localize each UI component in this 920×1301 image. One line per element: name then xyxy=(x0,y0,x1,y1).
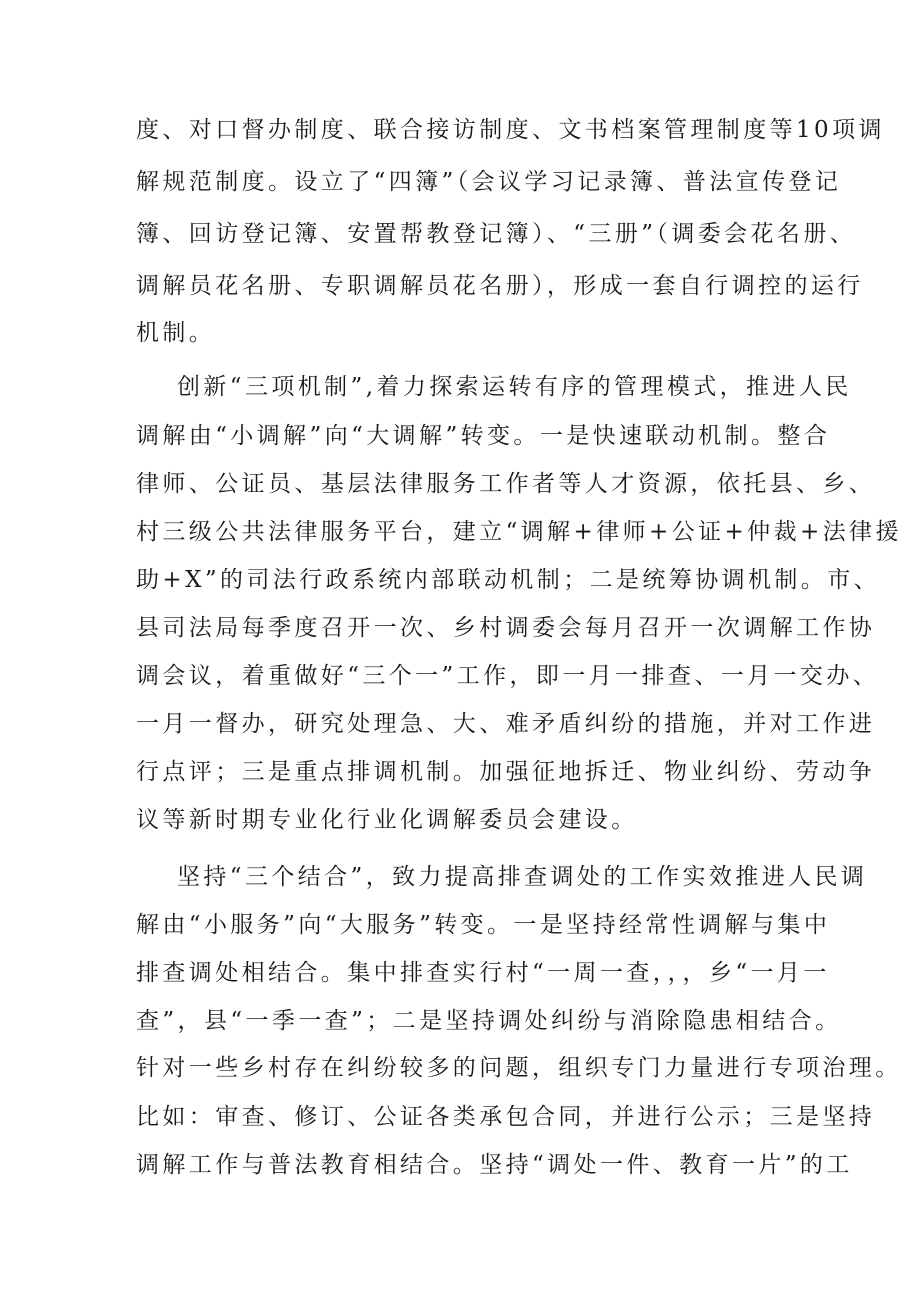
paragraph-2-line-2: 调解由“小调解”向“大调解”转变。一是快速联动机制。整合 xyxy=(136,423,831,449)
paragraph-1-line-5: 机制。 xyxy=(136,320,216,346)
paragraph-3-line-3: 排查调处相结合。集中排查实行村“一周一查，，，乡“一月一 xyxy=(136,960,830,986)
paragraph-1-line-1: 度、对口督办制度、联合接访制度、文书档案管理制度等10项调 xyxy=(136,117,885,143)
paragraph-3-line-4: 查”，县“一季一查”；二是坚持调处纠纷与消除隐患相结合。 xyxy=(136,1008,842,1034)
paragraph-2-line-3: 律师、公证员、基层法律服务工作者等人才资源，依托县、乡、 xyxy=(136,471,876,497)
paragraph-2-line-10: 议等新时期专业化行业化调解委员会建设。 xyxy=(136,807,638,833)
paragraph-2-line-7: 调会议，着重做好“三个一”工作，即一月一排查、一月一交办、 xyxy=(136,663,880,689)
paragraph-2-line-6: 县司法局每季度召开一次、乡村调委会每月召开一次调解工作协 xyxy=(136,615,876,641)
paragraph-2-line-8: 一月一督办，研究处理急、大、难矛盾纠纷的措施，并对工作进 xyxy=(136,711,876,737)
paragraph-3-line-1: 坚持“三个结合”，致力提高排查调处的工作实效推进人民调 xyxy=(177,864,868,890)
paragraph-3-line-6: 比如：审查、修订、公证各类承包合同，并进行公示；三是坚持 xyxy=(136,1104,876,1130)
paragraph-2-line-4: 村三级公共法律服务平台，建立“调解+律师+公证+仲裁+法律援 xyxy=(136,519,902,545)
paragraph-1-line-3: 簿、回访登记簿、安置帮教登记簿）、“三册”（调委会花名册、 xyxy=(136,221,857,247)
paragraph-2-line-5: 助+X”的司法行政系统内部联动机制；二是统筹协调机制。市、 xyxy=(136,567,881,593)
paragraph-1-line-2: 解规范制度。设立了“四簿”（会议学习记录簿、普法宣传登记 xyxy=(136,169,842,195)
paragraph-3-line-5: 针对一些乡村存在纠纷较多的问题，组织专门力量进行专项治理。 xyxy=(136,1055,902,1081)
paragraph-1-line-4: 调解员花名册、专职调解员花名册），形成一套自行调控的运行 xyxy=(136,273,864,299)
paragraph-2-line-9: 行点评；三是重点排调机制。加强征地拆迁、物业纠纷、劳动争 xyxy=(136,759,876,785)
paragraph-3-line-7: 调解工作与普法教育相结合。坚持“调处一件、教育一片”的工 xyxy=(136,1152,853,1178)
paragraph-3-line-2: 解由“小服务”向“大服务”转变。一是坚持经常性调解与集中 xyxy=(136,912,831,938)
paragraph-2-line-1: 创新“三项机制”,着力探索运转有序的管理模式，推进人民 xyxy=(177,374,852,400)
